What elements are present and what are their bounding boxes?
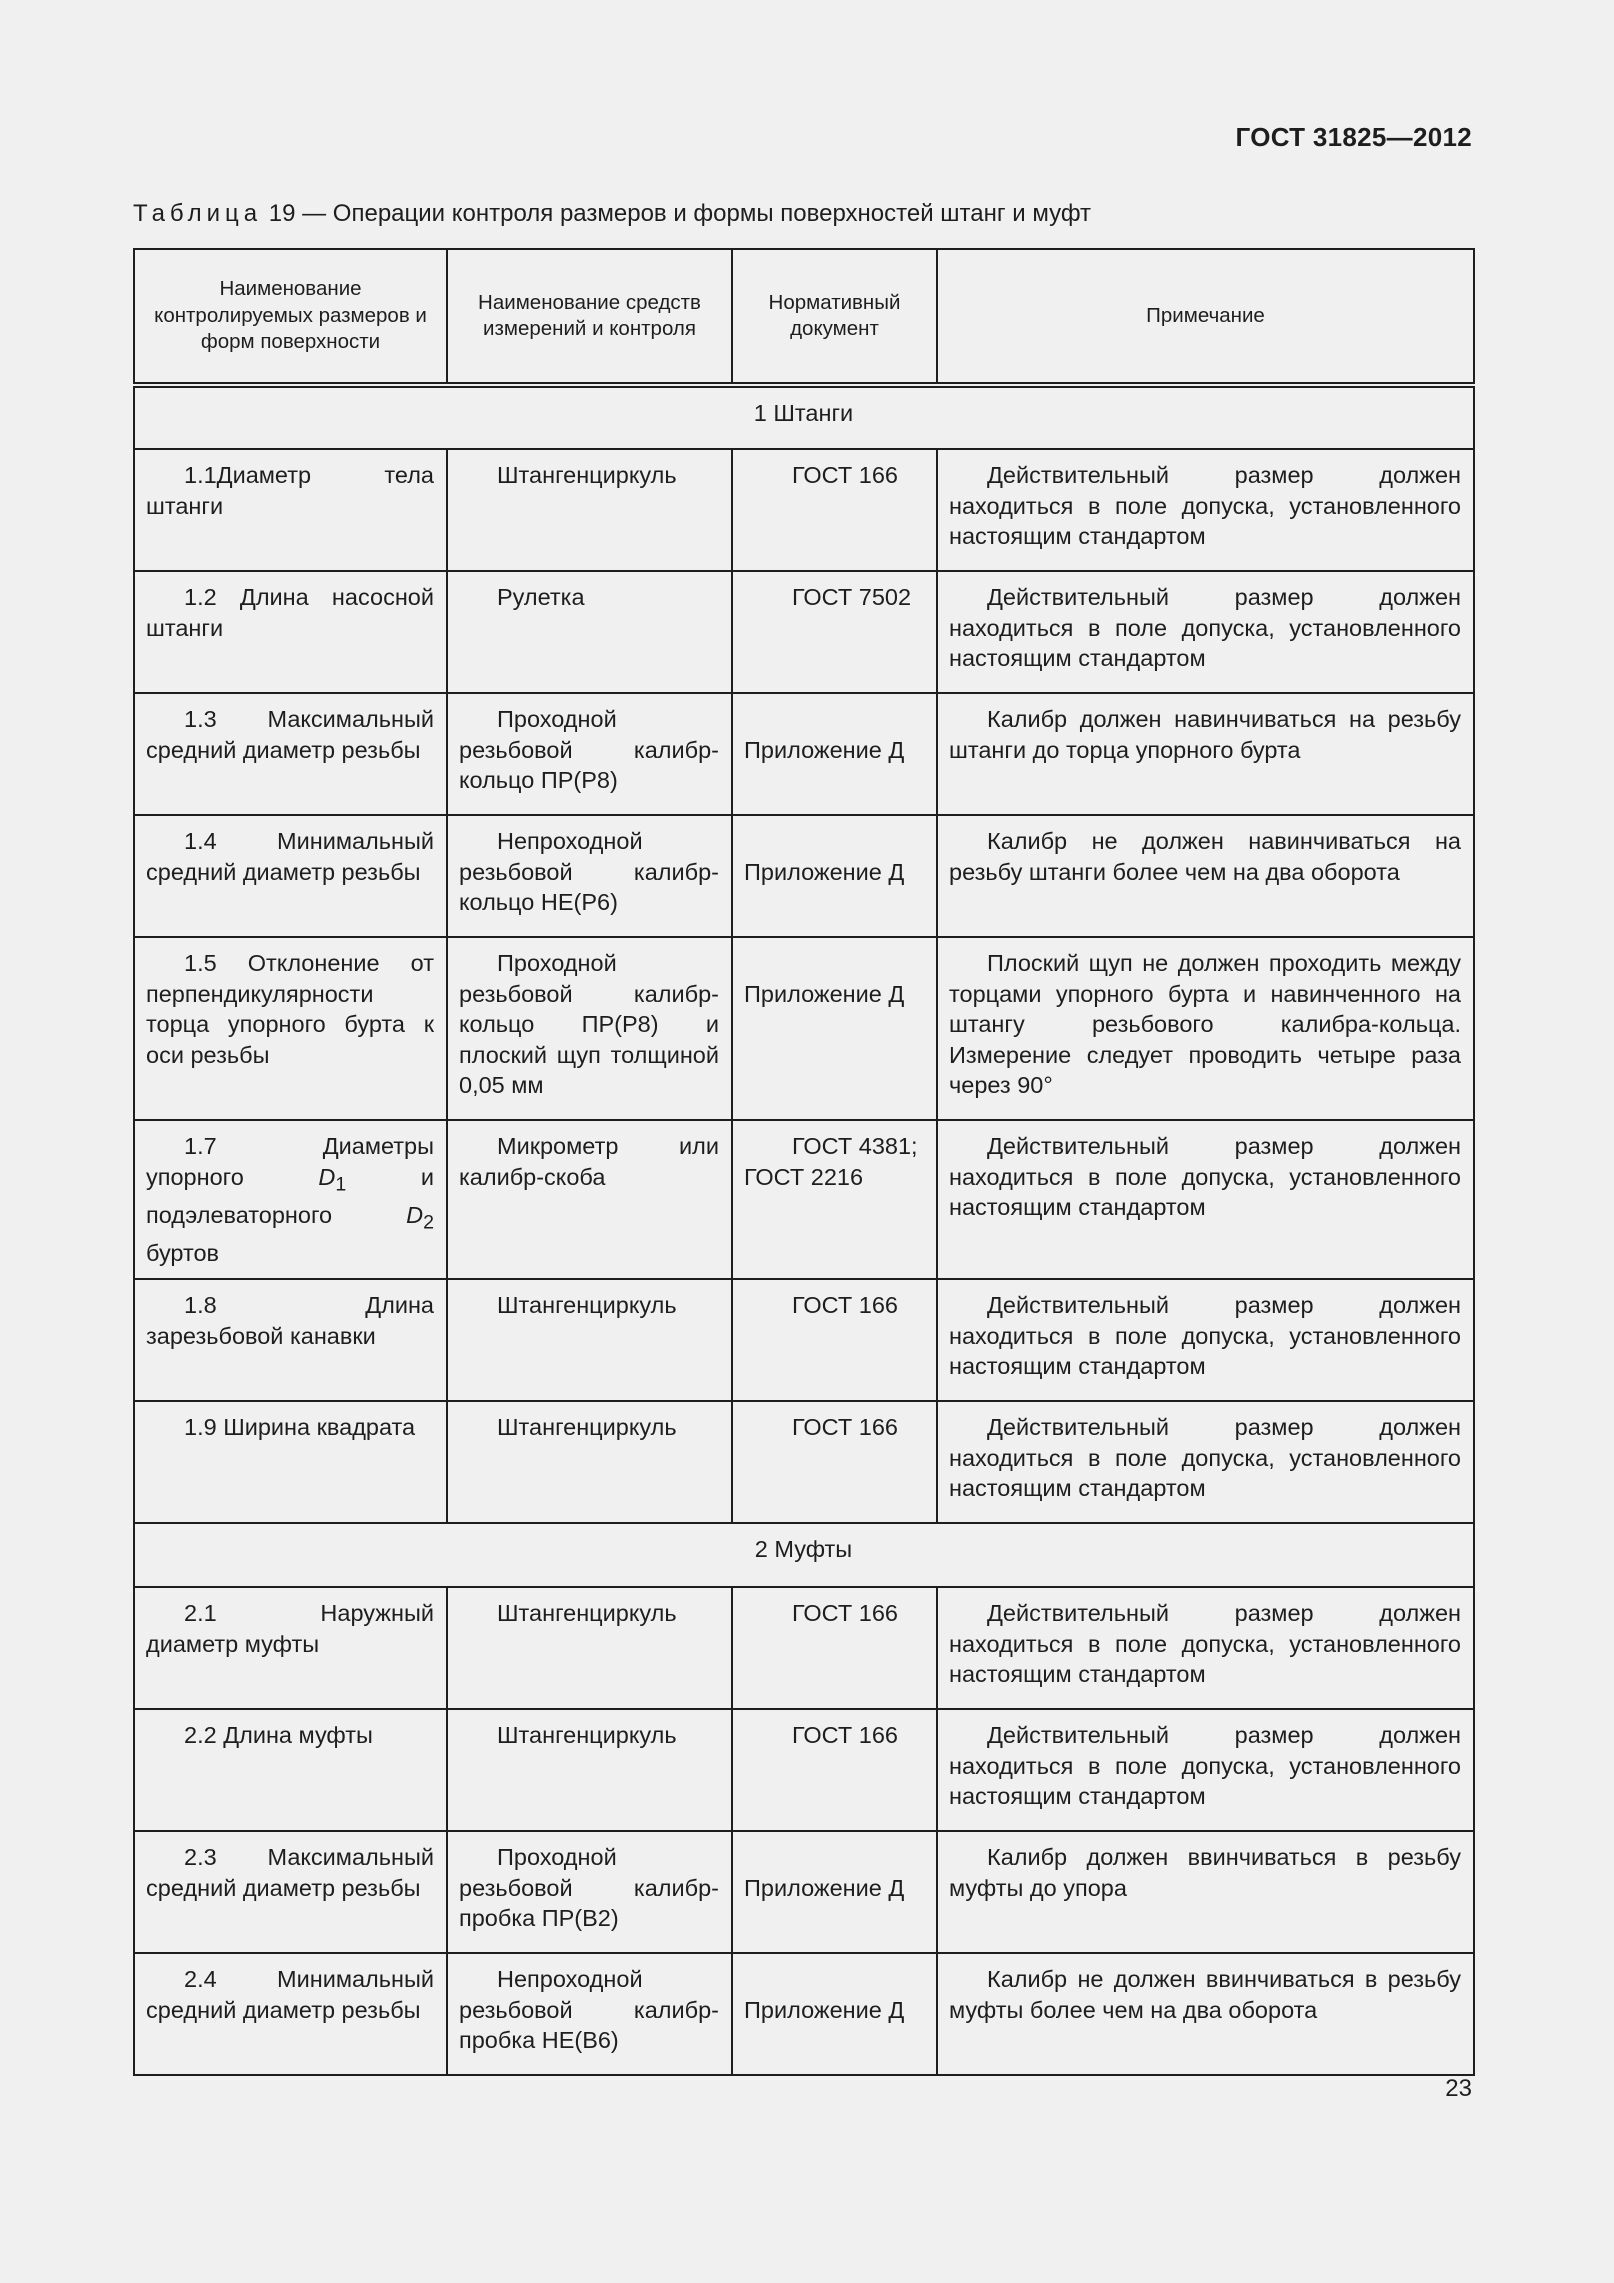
cell-note: Калибр не должен навинчиваться на резьбу штанги более чем на два оборота [937, 815, 1474, 937]
page-number: 23 [1445, 2075, 1472, 2102]
caption-text: 19 — Операции контроля размеров и формы поверхностей штанг и муфт [262, 200, 1092, 227]
table-row [134, 1279, 1474, 1401]
table-row [134, 1709, 1474, 1831]
cell-doc: Приложение Д [732, 815, 937, 937]
cell-tool: Штангенциркуль [447, 1279, 732, 1401]
cell-tool: Штангенциркуль [447, 1401, 732, 1523]
column-header-tool: Наименование средств измерений и контроля [447, 249, 732, 385]
cell-name: 2.2 Длина муфты [134, 1709, 447, 1831]
cell-name: 1.4 Минимальный средний диаметр резьбы [134, 815, 447, 937]
caption-word: Таблица [133, 200, 263, 227]
cell-tool: Проходной резьбовой калибр-кольцо ПР(Р8) [447, 693, 732, 815]
cell-name: 1.3 Максимальный средний диаметр резьбы [134, 693, 447, 815]
cell-note: Плоский щуп не должен проходить между торцами упорного бурта и навинченного на штангу резьбового калибра-кольца. Измерение следует проводить четыре раза через 90° [937, 937, 1474, 1120]
section-title: 1 Штанги [134, 385, 1474, 449]
cell-tool: Проходной резьбовой калибр-пробка ПР(В2) [447, 1831, 732, 1953]
cell-doc: Приложение Д [732, 937, 937, 1120]
cell-doc: ГОСТ 166 [732, 1709, 937, 1831]
cell-doc: Приложение Д [732, 1831, 937, 1953]
table-row [134, 1401, 1474, 1523]
cell-note: Действительный размер должен находиться в поле допуска, установленного настоящим стандартом [937, 1587, 1474, 1709]
cell-name: 1.1Диаметр тела штанги [134, 449, 447, 571]
cell-name: 2.3 Максимальный средний диаметр резьбы [134, 1831, 447, 1953]
cell-tool: Штангенциркуль [447, 449, 732, 571]
section-row-couplings [134, 1523, 1474, 1587]
cell-note: Калибр должен навинчиваться на резьбу штанги до торца упорного бурта [937, 693, 1474, 815]
cell-name: 1.7 Диаметры упорного $D_1$ и подэлеваторного $D_2$ буртов [134, 1120, 447, 1279]
cell-name: 1.2 Длина насосной штанги [134, 571, 447, 693]
cell-doc: ГОСТ 166 [732, 1279, 937, 1401]
cell-doc: Приложение Д [732, 1953, 937, 2075]
cell-tool: Микрометр или калибр-скоба [447, 1120, 732, 1279]
cell-doc: Приложение Д [732, 693, 937, 815]
table-row [134, 571, 1474, 693]
cell-note: Калибр должен ввинчиваться в резьбу муфты до упора [937, 1831, 1474, 1953]
cell-note: Действительный размер должен находиться в поле допуска, установленного настоящим стандартом [937, 571, 1474, 693]
cell-tool: Проходной резьбовой калибр-кольцо ПР(Р8) и плоский щуп толщиной 0,05 мм [447, 937, 732, 1120]
table-row [134, 449, 1474, 571]
cell-name: 2.1 Наружный диаметр муфты [134, 1587, 447, 1709]
cell-doc: ГОСТ 166 [732, 1587, 937, 1709]
column-header-doc: Нормативный документ [732, 249, 937, 385]
cell-note: Действительный размер должен находиться в поле допуска, установленного настоящим стандартом [937, 1401, 1474, 1523]
table-row [134, 1587, 1474, 1709]
cell-tool: Штангенциркуль [447, 1587, 732, 1709]
table-row [134, 1953, 1474, 2075]
cell-note: Действительный размер должен находиться в поле допуска, установленного настоящим стандартом [937, 1279, 1474, 1401]
cell-tool: Рулетка [447, 571, 732, 693]
cell-name: 1.9 Ширина квадрата [134, 1401, 447, 1523]
table-row [134, 937, 1474, 1120]
table-row [134, 815, 1474, 937]
table-row [134, 693, 1474, 815]
cell-tool: Штангенциркуль [447, 1709, 732, 1831]
table-row [134, 1831, 1474, 1953]
cell-tool: Непроходной резьбовой калибр-пробка НЕ(В6) [447, 1953, 732, 2075]
cell-doc: ГОСТ 166 [732, 1401, 937, 1523]
document-code: ГОСТ 31825—2012 [1235, 122, 1472, 152]
table-caption [133, 200, 1091, 228]
column-header-name: Наименование контролируемых размеров и форм поверхности [134, 249, 447, 385]
table-row [134, 1120, 1474, 1279]
cell-name: 2.4 Минимальный средний диаметр резьбы [134, 1953, 447, 2075]
cell-note: Действительный размер должен находиться в поле допуска, установленного настоящим стандартом [937, 449, 1474, 571]
control-operations-table [133, 248, 1475, 2076]
table-header-row [134, 249, 1474, 385]
cell-doc: ГОСТ 166 [732, 449, 937, 571]
section-title: 2 Муфты [134, 1523, 1474, 1587]
cell-tool: Непроходной резьбовой калибр-кольцо НЕ(Р6) [447, 815, 732, 937]
section-row-rods [134, 385, 1474, 449]
cell-note: Калибр не должен ввинчиваться в резьбу муфты более чем на два оборота [937, 1953, 1474, 2075]
cell-name: 1.5 Отклонение от перпендикулярности торца упорного бурта к оси резьбы [134, 937, 447, 1120]
cell-name: 1.8 Длина зарезьбовой канавки [134, 1279, 447, 1401]
cell-doc: ГОСТ 4381; ГОСТ 2216 [732, 1120, 937, 1279]
cell-note: Действительный размер должен находиться в поле допуска, установленного настоящим стандартом [937, 1709, 1474, 1831]
cell-note: Действительный размер должен находиться в поле допуска, установленного настоящим стандартом [937, 1120, 1474, 1279]
cell-doc: ГОСТ 7502 [732, 571, 937, 693]
column-header-note: Примечание [937, 249, 1474, 385]
